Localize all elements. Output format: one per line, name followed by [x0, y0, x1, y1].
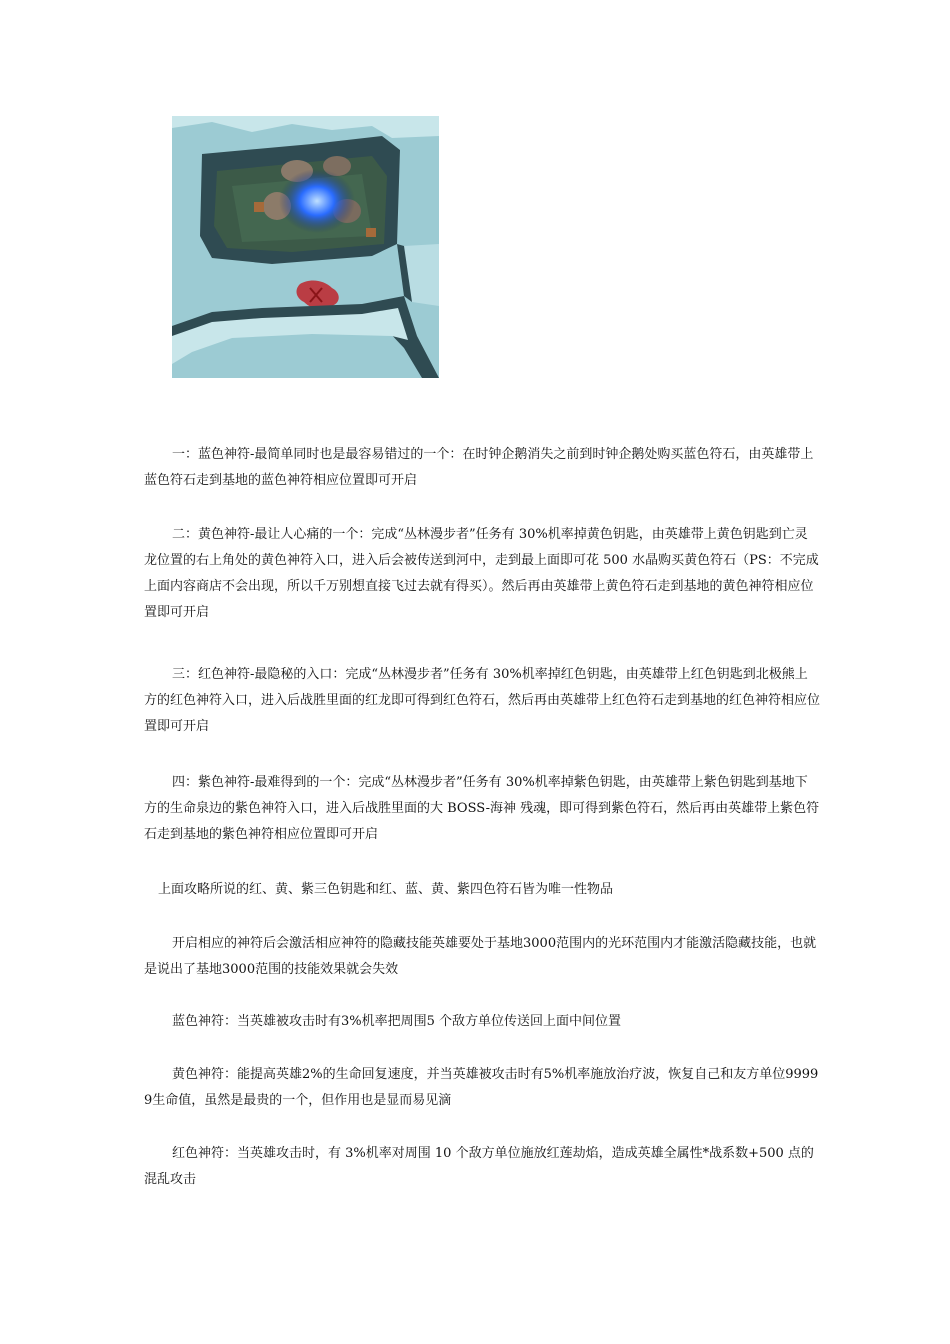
section-blue-rune: 一：蓝色神符-最简单同时也是最容易错过的一个：在时钟企鹅消失之前到时钟企鹅处购买蓝色符石，由英雄带上蓝色符石走到基地的蓝色神符相应位置即可开启: [144, 447, 814, 488]
hidden-skill-note: 开启相应的神符后会激活相应神符的隐藏技能英雄要处于基地3000范围内的光环范围内才能激活隐藏技能，也就是说出了基地3000范围的技能效果就会失效: [144, 936, 817, 977]
blue-rune-effect: 蓝色神符：当英雄被攻击时有3%机率把周围5 个敌方单位传送回上面中间位置: [172, 1014, 622, 1029]
section-purple-rune: 四：紫色神符-最难得到的一个：完成“丛林漫步者”任务有 30%机率掉紫色钥匙，由英雄带上紫色钥匙到基地下方的生命泉边的紫色神符入口，进入后战胜里面的大 BOSS-海神 残魂，即可得到紫色符石，然后再由英雄带上紫色符石走到基地的紫色神符相应位置即可开启: [144, 775, 820, 842]
section-yellow-rune: 二：黄色神符-最让人心痛的一个：完成“丛林漫步者”任务有 30%机率掉黄色钥匙，由英雄带上黄色钥匙到亡灵龙位置的右上角处的黄色神符入口，进入后会被传送到河中，走到最上面即可花 500 水晶购买黄色符石（PS：不完成上面内容商店不会出现，所以千万别想直接飞过去就有得买）。然后再由英雄带上黄色符石走到基地的黄色神符相应位置即可开启: [144, 527, 819, 620]
section-red-rune: 三：红色神符-最隐秘的入口：完成“丛林漫步者”任务有 30%机率掉红色钥匙，由英雄带上红色钥匙到北极熊上方的红色神符入口，进入后战胜里面的红龙即可得到红色符石，然后再由英雄带上红色符石走到基地的红色神符相应位置即可开启: [144, 667, 821, 734]
unique-items-note: 上面攻略所说的红、黄、紫三色钥匙和红、蓝、黄、紫四色符石皆为唯一性物品: [158, 882, 614, 897]
game-map-screenshot: [172, 116, 439, 378]
red-rune-effect: 红色神符：当英雄攻击时，有 3%机率对周围 10 个敌方单位施放红莲劫焰，造成英雄全属性*战系数+500 点的混乱攻击: [144, 1146, 814, 1187]
yellow-rune-effect: 黄色神符：能提高英雄2%的生命回复速度，并当英雄被攻击时有5%机率施放治疗波，恢复自己和友方单位99999生命值，虽然是最贵的一个，但作用也是显而易见滴: [144, 1067, 819, 1108]
